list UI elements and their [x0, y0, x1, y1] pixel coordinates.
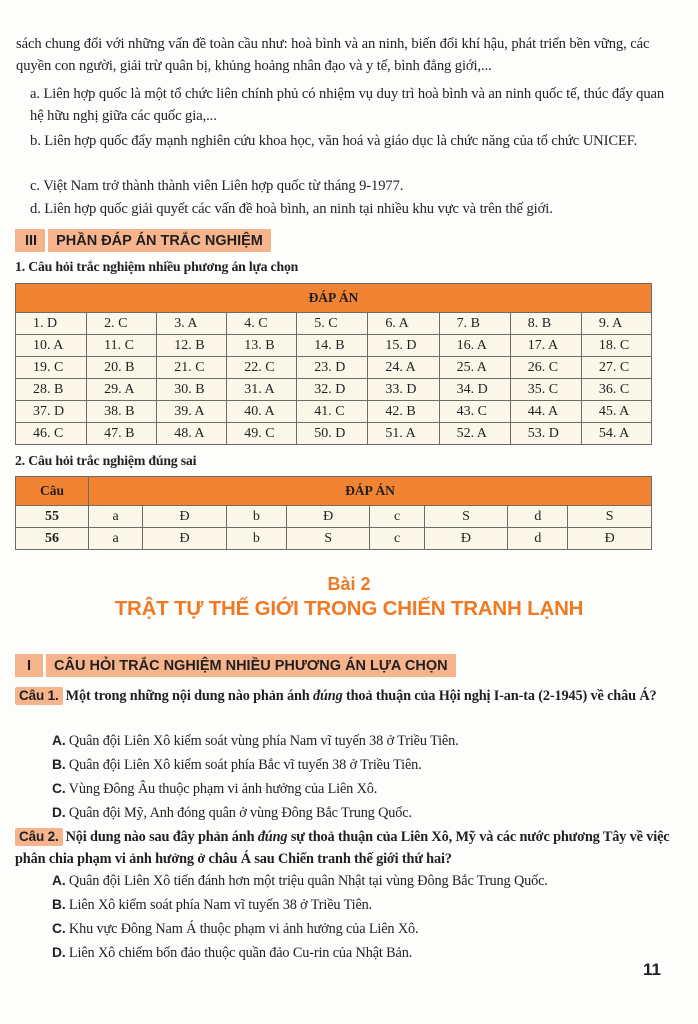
option-1a	[52, 731, 459, 751]
statement-a: a. Liên hợp quốc là một tổ chức liên chính phủ có nhiệm vụ duy trì hoà bình và an ninh quốc tế, thúc đẩy quan hệ hữu nghị giữa các quốc gia,...	[30, 86, 665, 124]
question-label: Câu 2.	[15, 828, 63, 846]
answer-cell: 7. B	[439, 313, 510, 335]
table-row	[16, 379, 652, 401]
option-text: Liên Xô kiểm soát phía Nam vĩ tuyến 38 ở Triều Tiên.	[65, 897, 373, 913]
question-emphasis: đúng	[257, 829, 288, 845]
answer-cell: 38. B	[87, 401, 157, 423]
option-2d	[52, 943, 412, 963]
true-false-cell: S	[424, 506, 508, 528]
answer-cell: 22. C	[227, 357, 297, 379]
answer-cell: 39. A	[157, 401, 227, 423]
option-text: Quân đội Liên Xô tiến đánh hơn một triệu quân Nhật tại vùng Đông Bắc Trung Quốc.	[65, 873, 548, 889]
option-letter: C.	[52, 921, 66, 936]
answer-cell: 41. C	[297, 401, 368, 423]
table-row	[16, 335, 652, 357]
statement-letter-cell: b	[226, 528, 286, 550]
answer-table-multiple-choice	[15, 283, 652, 445]
statement-b: b. Liên hợp quốc đẩy mạnh nghiên cứu khoa học, văn hoá và giáo dục là chức năng của tổ chức UNICEF.	[30, 133, 638, 149]
answer-cell: 43. C	[439, 401, 510, 423]
answer-cell: 48. A	[157, 423, 227, 445]
answer-cell: 5. C	[297, 313, 368, 335]
answer-cell: 9. A	[581, 313, 651, 335]
option-letter: C.	[52, 781, 66, 796]
answer-cell: 4. C	[227, 313, 297, 335]
true-false-cell: Đ	[143, 506, 227, 528]
answer-cell: 36. C	[581, 379, 651, 401]
option-2c	[52, 919, 418, 939]
answer-cell: 42. B	[368, 401, 439, 423]
answer-cell: 29. A	[87, 379, 157, 401]
header-answer: ĐÁP ÁN	[89, 477, 652, 506]
answer-cell: 12. B	[157, 335, 227, 357]
option-letter: A.	[52, 733, 66, 748]
table-row	[16, 313, 652, 335]
statement-letter-cell: d	[508, 528, 568, 550]
answer-cell: 47. B	[87, 423, 157, 445]
true-false-cell: Đ	[143, 528, 227, 550]
question-number-cell: 55	[16, 506, 89, 528]
answer-cell: 13. B	[227, 335, 297, 357]
answer-cell: 1. D	[16, 313, 87, 335]
answer-cell: 15. D	[368, 335, 439, 357]
answer-cell: 44. A	[510, 401, 581, 423]
table-row	[16, 401, 652, 423]
option-letter: A.	[52, 873, 66, 888]
answer-cell: 26. C	[510, 357, 581, 379]
true-false-cell: Đ	[568, 528, 652, 550]
question-2	[15, 826, 680, 870]
statement-d: d. Liên hợp quốc giải quyết các vấn đề hoà bình, an ninh tại nhiều khu vực và trên thế giới.	[30, 201, 553, 217]
option-text: Liên Xô chiếm bốn đảo thuộc quần đảo Cu-rin của Nhật Bản.	[65, 945, 413, 961]
answer-cell: 24. A	[368, 357, 439, 379]
answer-cell: 31. A	[227, 379, 297, 401]
answer-cell: 50. D	[297, 423, 368, 445]
answer-cell: 37. D	[16, 401, 87, 423]
answer-cell: 54. A	[581, 423, 651, 445]
true-false-cell: Đ	[424, 528, 508, 550]
lesson-title: TRẬT TỰ THẾ GIỚI TRONG CHIẾN TRANH LẠNH	[114, 597, 584, 620]
option-letter: B.	[52, 897, 66, 912]
answer-cell: 45. A	[581, 401, 651, 423]
page-number: 11	[643, 960, 661, 979]
option-text: Quân đội Liên Xô kiểm soát phía Bắc vĩ tuyến 38 ở Triều Tiên.	[65, 757, 422, 773]
question-emphasis: đúng	[312, 688, 343, 704]
header-question: Câu	[16, 477, 89, 506]
answer-cell: 35. C	[510, 379, 581, 401]
section-number: I	[15, 654, 43, 677]
answer-cell: 49. C	[227, 423, 297, 445]
option-text: Khu vực Đông Nam Á thuộc phạm vi ảnh hưởng của Liên Xô.	[65, 921, 419, 937]
table-row	[16, 357, 652, 379]
table-header: ĐÁP ÁN	[16, 284, 652, 313]
question-text: thoả thuận của Hội nghị I-an-ta (2-1945) về châu Á?	[342, 688, 657, 704]
intro-paragraph: sách chung đối với những vấn đề toàn cầu như: hoà bình và an ninh, biến đổi khí hậu, phát triển bền vững, các quyền con người, giải trừ quân bị, khủng hoảng nhân đạo và y tế, bình đẳng giới,...	[16, 36, 650, 74]
question-text: Nội dung nào sau đây phản ánh	[65, 829, 258, 845]
answer-cell: 19. C	[16, 357, 87, 379]
statement-letter-cell: d	[508, 506, 568, 528]
table-row	[16, 528, 652, 550]
option-2a	[52, 871, 548, 891]
statement-c: c. Việt Nam trở thành thành viên Liên hợp quốc từ tháng 9-1977.	[30, 178, 404, 194]
section-heading-answers	[15, 229, 271, 252]
answer-cell: 28. B	[16, 379, 87, 401]
answer-cell: 25. A	[439, 357, 510, 379]
section-number: III	[15, 229, 45, 252]
statement-letter-cell: c	[370, 506, 424, 528]
statement-letter-cell: c	[370, 528, 424, 550]
option-text: Vùng Đông Âu thuộc phạm vi ảnh hưởng của Liên Xô.	[65, 781, 378, 797]
section-heading-questions	[15, 654, 456, 677]
answer-cell: 10. A	[16, 335, 87, 357]
answer-cell: 30. B	[157, 379, 227, 401]
answer-cell: 8. B	[510, 313, 581, 335]
answer-cell: 18. C	[581, 335, 651, 357]
table-row	[16, 506, 652, 528]
answer-cell: 16. A	[439, 335, 510, 357]
section-title: CÂU HỎI TRẮC NGHIỆM NHIỀU PHƯƠNG ÁN LỰA CHỌN	[46, 654, 456, 677]
option-letter: D.	[52, 945, 66, 960]
answer-cell: 3. A	[157, 313, 227, 335]
true-false-cell: S	[286, 528, 370, 550]
answer-cell: 32. D	[297, 379, 368, 401]
statement-letter-cell: a	[89, 528, 143, 550]
answer-cell: 34. D	[439, 379, 510, 401]
option-letter: B.	[52, 757, 66, 772]
true-false-cell: S	[568, 506, 652, 528]
answer-cell: 20. B	[87, 357, 157, 379]
section-title: PHẦN ĐÁP ÁN TRẮC NGHIỆM	[48, 229, 271, 252]
option-text: Quân đội Mỹ, Anh đóng quân ở vùng Đông Bắc Trung Quốc.	[65, 805, 412, 821]
statement-letter-cell: b	[226, 506, 286, 528]
option-1c	[52, 779, 377, 799]
question-text: Một trong những nội dung nào phản ánh	[65, 688, 313, 704]
option-letter: D.	[52, 805, 66, 820]
answer-cell: 11. C	[87, 335, 157, 357]
option-1d	[52, 803, 412, 823]
question-1	[15, 685, 680, 707]
answer-table-true-false	[15, 476, 652, 550]
answer-cell: 53. D	[510, 423, 581, 445]
answer-cell: 52. A	[439, 423, 510, 445]
answer-cell: 6. A	[368, 313, 439, 335]
answer-cell: 21. C	[157, 357, 227, 379]
subheading-true-false: 2. Câu hỏi trắc nghiệm đúng sai	[15, 453, 197, 468]
statement-letter-cell: a	[89, 506, 143, 528]
true-false-cell: Đ	[286, 506, 370, 528]
table-row	[16, 423, 652, 445]
answer-cell: 27. C	[581, 357, 651, 379]
question-text: sự thoả thuận của Liên Xô, Mỹ và các nước phương Tây về việc phân chia phạm vi ảnh hưởng ở châu Á sau Chiến tranh thế giới thứ hai?	[15, 829, 670, 867]
answer-cell: 33. D	[368, 379, 439, 401]
option-1b	[52, 755, 422, 775]
answer-cell: 17. A	[510, 335, 581, 357]
subheading-multiple-choice: 1. Câu hỏi trắc nghiệm nhiều phương án lựa chọn	[15, 259, 299, 274]
answer-cell: 23. D	[297, 357, 368, 379]
question-label: Câu 1.	[15, 687, 63, 705]
answer-cell: 2. C	[87, 313, 157, 335]
answer-cell: 46. C	[16, 423, 87, 445]
lesson-number: Bài 2	[327, 574, 371, 594]
answer-cell: 14. B	[297, 335, 368, 357]
answer-cell: 51. A	[368, 423, 439, 445]
answer-cell: 40. A	[227, 401, 297, 423]
option-2b	[52, 895, 372, 915]
option-text: Quân đội Liên Xô kiểm soát vùng phía Nam vĩ tuyến 38 ở Triều Tiên.	[65, 733, 459, 749]
question-number-cell: 56	[16, 528, 89, 550]
